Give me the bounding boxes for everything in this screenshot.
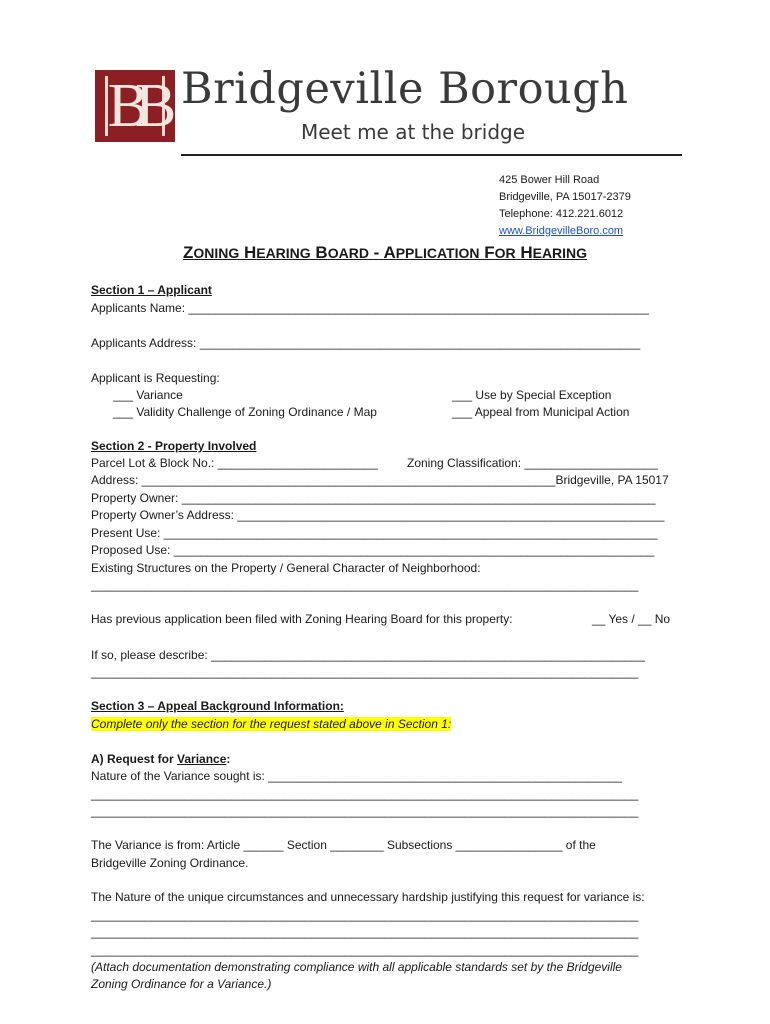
telephone: Telephone: 412.221.6012 [499,208,624,220]
zoning-classification-field[interactable]: Zoning Classification: ____________________ [407,456,658,470]
variance-from-fields[interactable]: The Variance is from: Article ______ Section ________ Subsections ________________ of the [91,838,596,852]
brand-tagline: Meet me at the bridge [301,120,526,144]
property-address-field[interactable]: Address: ______________________________________________________________Bridgeville, PA 15017 [91,473,669,487]
variance-nature-line-1[interactable]: __________________________________________________________________________________ [91,787,639,801]
applicant-name-field[interactable]: Applicants Name: _____________________________________________________________________ [91,301,649,315]
present-use-field[interactable]: Present Use: __________________________________________________________________________ [91,526,658,540]
option-special-exception[interactable]: ___ Use by Special Exception [452,388,612,402]
section2-heading: Section 2 - Property Involved [91,439,257,453]
document-title: ZONING HEARING BOARD - APPLICATION FOR HEARING [182,243,588,262]
option-validity-challenge[interactable]: ___ Validity Challenge of Zoning Ordinance / Map [113,405,377,419]
variance-from-continued: Bridgeville Zoning Ordinance. [91,856,249,870]
describe-field[interactable]: If so, please describe: _________________________________________________________________ [91,648,645,662]
website-link[interactable]: www.BridgevilleBoro.com [499,225,624,237]
parcel-field[interactable]: Parcel Lot & Block No.: ________________________ [91,456,378,470]
describe-field-line[interactable]: __________________________________________________________________________________ [91,665,639,679]
requesting-label: Applicant is Requesting: [91,371,220,385]
variance-request-heading: A) Request for Variance: [91,752,231,766]
attach-note-line-1: (Attach documentation demonstrating compliance with all applicable standards set by the Bridgeville [91,960,622,974]
address-line-2: Bridgeville, PA 15017-2379 [499,191,631,203]
header-divider [181,154,682,156]
variance-nature-line-2[interactable]: __________________________________________________________________________________ [91,804,639,818]
variance-nature-field[interactable]: Nature of the Variance sought is: _____________________________________________________ [91,769,622,783]
option-variance[interactable]: ___ Variance [113,388,183,402]
existing-structures-field[interactable]: __________________________________________________________________________________ [91,578,639,592]
previous-application-label: Has previous application been filed with Zoning Hearing Board for this property: [91,612,513,626]
brand-title: Bridgeville Borough [181,64,629,114]
contact-block [499,172,631,240]
proposed-use-field[interactable]: Proposed Use: ________________________________________________________________________ [91,543,655,557]
applicant-address-field[interactable]: Applicants Address: __________________________________________________________________ [91,336,641,350]
section3-note: Complete only the section for the request stated above in Section 1: [91,717,452,731]
section1-heading: Section 1 – Applicant [91,283,212,297]
borough-logo [95,70,175,142]
section3-heading: Section 3 – Appeal Background Information: [91,699,344,713]
existing-structures-label: Existing Structures on the Property / General Character of Neighborhood: [91,561,481,575]
owner-address-field[interactable]: Property Owner’s Address: ________________________________________________________________ [91,508,665,522]
hardship-line-2[interactable]: __________________________________________________________________________________ [91,925,639,939]
hardship-label: The Nature of the unique circumstances and unnecessary hardship justifying this request for variance is: [91,890,645,904]
attach-note-line-2: Zoning Ordinance for a Variance.) [91,977,272,991]
address-line-1: 425 Bower Hill Road [499,174,600,186]
option-appeal[interactable]: ___ Appeal from Municipal Action [452,405,630,419]
hardship-line-1[interactable]: __________________________________________________________________________________ [91,908,639,922]
previous-application-yes-no[interactable]: __ Yes / __ No [592,612,671,626]
property-owner-field[interactable]: Property Owner: _______________________________________________________________________ [91,491,656,505]
logo-letters: BB [107,72,163,140]
hardship-line-3[interactable]: __________________________________________________________________________________ [91,943,639,957]
